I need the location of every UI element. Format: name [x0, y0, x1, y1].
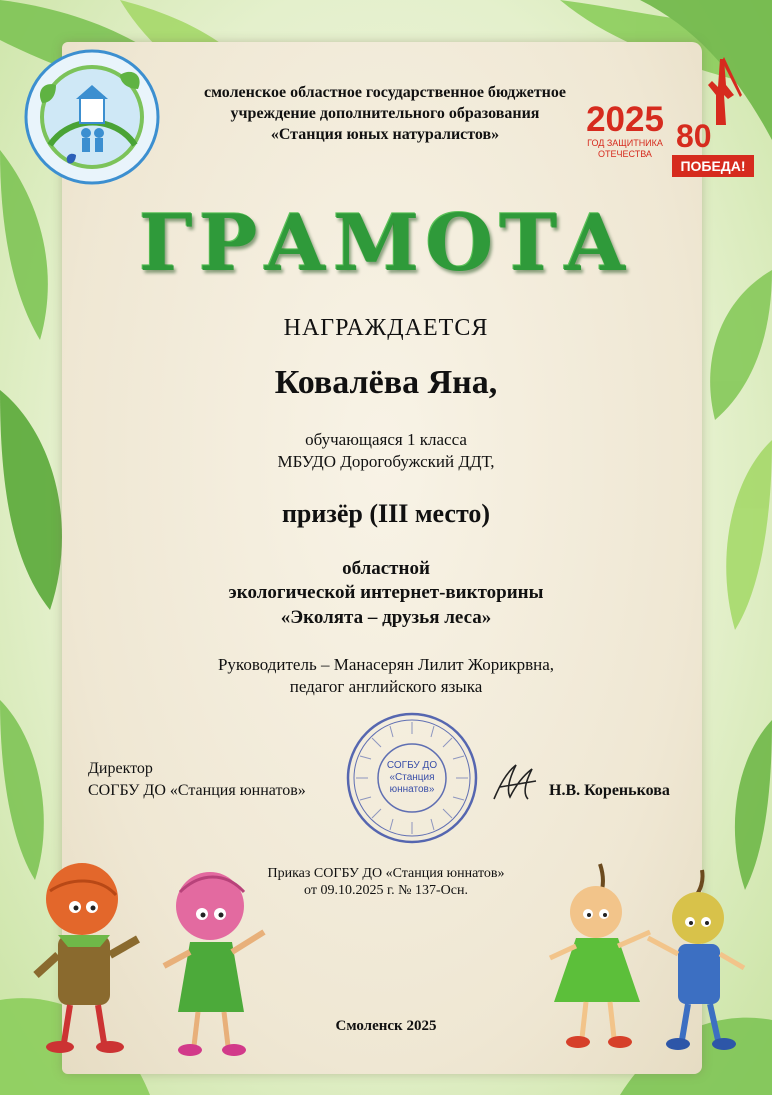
recipient-name: Ковалёва Яна,	[274, 364, 498, 401]
event-line-1: областной	[342, 558, 430, 579]
acorn-boy-blue-character	[640, 868, 760, 1058]
year-caption-1: ГОД ЗАЩИТНИКА	[587, 138, 663, 148]
victory-badge	[672, 55, 754, 177]
header-line-3: «Станция юных натуралистов»	[270, 126, 500, 143]
handwritten-signature	[486, 755, 546, 815]
event-line-3: «Эколята – друзья леса»	[280, 607, 492, 628]
certificate-title: ГРАМОТА	[139, 198, 633, 289]
victory-number: 80	[676, 118, 712, 154]
stamp-text-2: «Станция	[389, 772, 435, 783]
director-name: Н.В. Коренькова	[549, 782, 670, 799]
mentor-line-1: Руководитель – Манасерян Лилит Жорикрвна,	[217, 655, 555, 674]
year-badge	[580, 102, 670, 160]
stamp-text-3: юннатов»	[389, 784, 435, 795]
director-title-2: СОГБУ ДО «Станция юннатов»	[88, 782, 306, 799]
place-award: призёр (III место)	[281, 499, 491, 528]
student-class: обучающаяся 1 класса	[305, 430, 467, 449]
flower-girl-character	[140, 862, 280, 1062]
organization-header	[160, 82, 610, 145]
acorn-boy-character	[20, 855, 150, 1065]
event-line-2: экологической интернет-викторины	[228, 582, 544, 603]
awarded-label: НАГРАЖДАЕТСЯ	[283, 315, 489, 341]
footer-city: Смоленск 2025	[335, 1018, 437, 1034]
year-caption-2: ОТЕЧЕСТВА	[598, 149, 652, 159]
order-line-1: Приказ СОГБУ ДО «Станция юннатов»	[267, 866, 505, 881]
mentor-line-2: педагог английского языка	[289, 677, 483, 696]
header-line-2: учреждение дополнительного образования	[230, 105, 540, 122]
order-line-2: от 09.10.2025 г. № 137-Осн.	[304, 883, 468, 898]
student-school: МБУДО Дорогобужский ДДТ,	[277, 452, 495, 471]
director-title-1: Директор	[88, 760, 153, 777]
official-stamp	[344, 710, 480, 846]
station-logo-icon	[20, 45, 165, 190]
header-line-1: смоленское областное государственное бюджетное	[203, 84, 566, 101]
stamp-text-1: СОГБУ ДО	[386, 760, 438, 771]
year-number: 2025	[586, 100, 664, 139]
station-logo	[20, 45, 165, 190]
victory-text: ПОБЕДА!	[680, 158, 746, 174]
